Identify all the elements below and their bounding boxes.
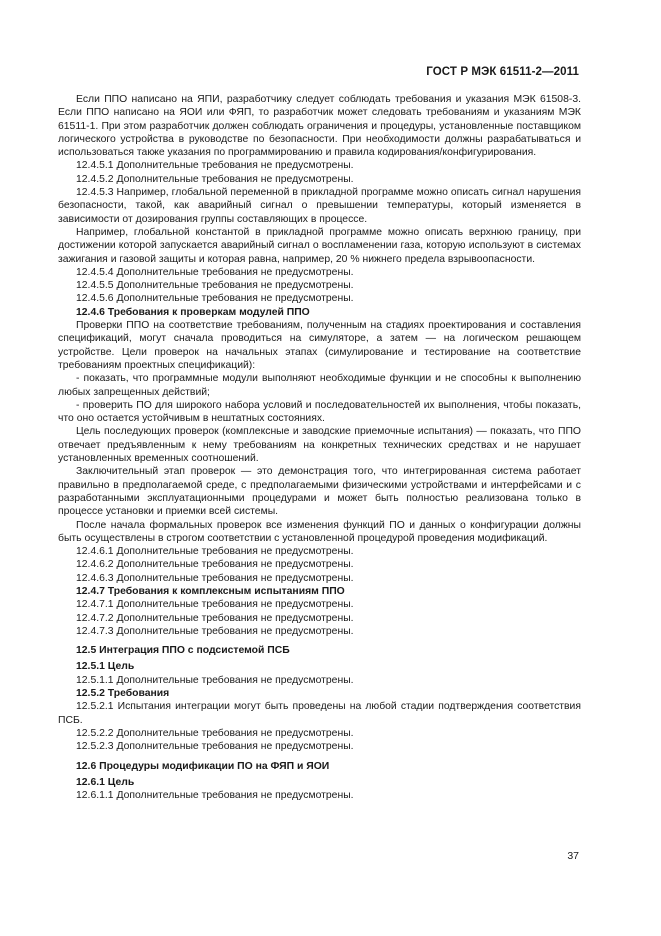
section-heading: 12.6.1 Цель (76, 776, 135, 788)
clause-item: 12.5.1.1 Дополнительные требования не предусмотрены. (76, 674, 354, 686)
clause-item: 12.4.7.3 Дополнительные требования не предусмотрены. (76, 625, 354, 637)
clause-item: 12.4.7.2 Дополнительные требования не предусмотрены. (76, 612, 354, 624)
paragraph: Если ППО написано на ЯПИ, разработчику следует соблюдать требования и указания МЭК 61508-3. Если ППО написано на ЯОИ или ФЯП, то разработчик может следовать требованиям и указаниям МЭК 61511-1. При этом разработчик должен соблюдать ограничения и процедуры, установленные поставщиком логического устройства в руководстве по безопасности. При необходимости должны разрабатываться и использоваться также указания по программированию и правила кодирования/конфигурирования. (58, 94, 581, 159)
paragraph: Заключительный этап проверок — это демонстрация того, что интегрированная система работает правильно в предполагаемой среде, с предполагаемыми физическими устройствами и интерфейсами и с разработанными эксплуатационными процедурами и может быть полностью реализована только в процессе установки и приемки всей системы. (58, 466, 581, 518)
clause-item: 12.4.6.3 Дополнительные требования не предусмотрены. (76, 572, 354, 584)
clause-item: 12.4.5.4 Дополнительные требования не предусмотрены. (76, 266, 354, 278)
clause-item: 12.4.5.1 Дополнительные требования не предусмотрены. (76, 160, 354, 172)
clause-item: 12.4.5.2 Дополнительные требования не предусмотрены. (76, 173, 354, 185)
clause-item: 12.5.2.2 Дополнительные требования не предусмотрены. (76, 727, 354, 739)
section-heading: 12.5.2 Требования (76, 688, 170, 700)
paragraph: - проверить ПО для широкого набора условий и последовательностей их выполнения, чтобы показать, что оно остается устойчивым в нештатных состояниях. (58, 399, 581, 425)
paragraph: Проверки ППО на соответствие требованиям, полученным на стадиях проектирования и составления спецификаций, могут сначала проводиться на симуляторе, а затем — на логическом решающем устройстве. Цели проверок на начальных этапах (симулирование и тестирование на соответствие требованиям проектных спецификаций): (58, 320, 581, 371)
clause-item: 12.4.5.5 Дополнительные требования не предусмотрены. (76, 280, 354, 292)
paragraph: После начала формальных проверок все изменения функций ПО и данных о конфигурации должны быть осуществлены в строгом соответствии с установленной процедурой проведения модификаций. (58, 519, 581, 544)
document-header: ГОСТ Р МЭК 61511-2—2011 (426, 66, 579, 78)
section-heading-major: 12.5 Интеграция ППО с подсистемой ПСБ (76, 645, 290, 657)
clause-item: 12.4.6.2 Дополнительные требования не предусмотрены. (76, 559, 354, 571)
page-number: 37 (567, 850, 579, 862)
paragraph: Цель последующих проверок (комплексные и заводские приемочные испытания) — показать, что ППО отвечает предъявленным к нему требованиям на конкретных технических средствах и не нарушает установленных временных соотношений. (58, 426, 581, 465)
paragraph: 12.5.2.1 Испытания интеграции могут быть проведены на любой стадии подтверждения соответствия ПСБ. (58, 701, 581, 726)
clause-item: 12.6.1.1 Дополнительные требования не предусмотрены. (76, 790, 354, 802)
clause-item: 12.4.5.6 Дополнительные требования не предусмотрены. (76, 293, 354, 305)
clause-item: 12.5.2.3 Дополнительные требования не предусмотрены. (76, 741, 354, 753)
section-heading: 12.4.6 Требования к проверкам модулей ППО (76, 306, 310, 318)
clause-item: 12.4.7.1 Дополнительные требования не предусмотрены. (76, 599, 354, 611)
paragraph: 12.4.5.3 Например, глобальной переменной в прикладной программе можно описать сигнал нарушения безопасности, такой, как аварийный сигнал о превышении температуры, который изменяется в зависимости от дозирования группы составляющих в процессе. (58, 187, 581, 225)
clause-item: 12.4.6.1 Дополнительные требования не предусмотрены. (76, 546, 354, 558)
document-body (58, 93, 581, 802)
paragraph: - показать, что программные модули выполняют необходимые функции и не способны к выполнению любых запрещенных действий; (58, 373, 581, 398)
section-heading-major: 12.6 Процедуры модификации ПО на ФЯП и ЯОИ (76, 760, 330, 772)
section-heading: 12.5.1 Цель (76, 661, 135, 673)
section-heading: 12.4.7 Требования к комплексным испытаниям ППО (76, 585, 345, 597)
paragraph: Например, глобальной константой в прикладной программе можно описать верхнюю границу, при достижении которой запускается аварийный сигнал о воспламенении газа, которую используют в системах зажигания и газовой защиты и которая равна, например, 20 % нижнего предела взрывоопасности. (58, 226, 581, 265)
